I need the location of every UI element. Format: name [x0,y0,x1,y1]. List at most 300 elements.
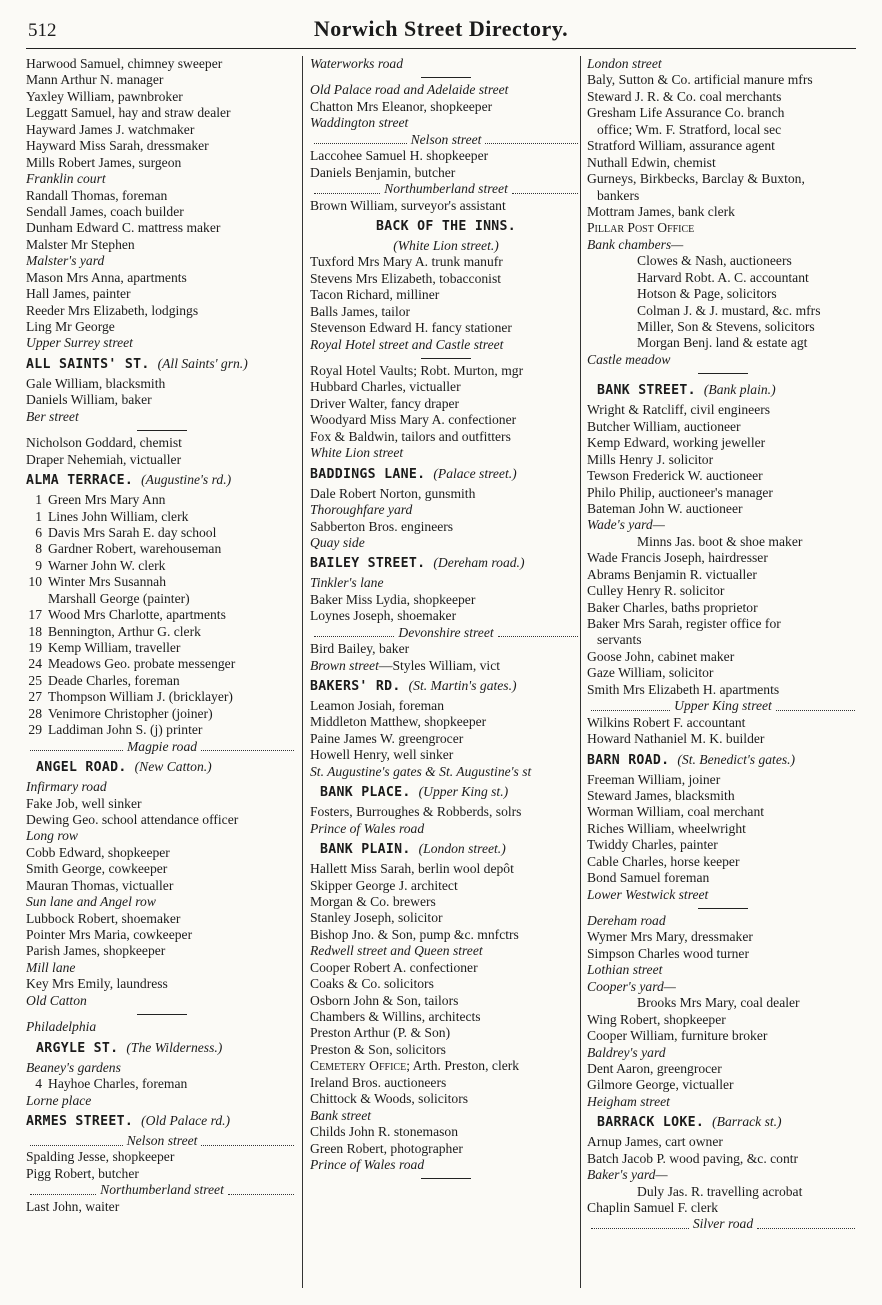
cross-street-label [26,253,298,269]
street-locality: (All Saints' grn.) [157,355,248,371]
entry-text: Howard Nathaniel M. K. builder [587,731,765,747]
directory-entry [310,304,582,320]
entry-text: Laddiman John S. (j) printer [48,722,203,738]
entry-text: Chaplin Samuel F. clerk [587,1200,719,1215]
entry-text: Pointer Mrs Maria, cowkeeper [26,927,193,942]
directory-entry [587,1200,859,1216]
directory-entry [310,1009,582,1025]
entry-text: Lothian street [587,962,663,978]
street-name: ALMA TERRACE. [26,473,134,489]
directory-entry [587,946,859,962]
house-number: 6 [35,524,42,540]
entry-text: Hotson & Page, solicitors [637,286,777,302]
dot-leader [485,135,578,144]
directory-entry [587,452,859,468]
entry-text: Last John, waiter [26,1198,120,1214]
cross-street-label [310,56,582,72]
street-locality: (St. Benedict's gates.) [677,751,796,767]
entry-text: Upper Surrey street [26,335,133,351]
entry-part: Brown street [310,657,379,673]
directory-entry [310,1058,582,1074]
dot-leader [591,1220,689,1229]
entry-text: Leamon Josiah, foreman [310,698,445,713]
directory-entry [310,486,582,502]
entry-text: Mauran Thomas, victualler [26,877,174,893]
cross-street-label [310,1157,582,1173]
entry-text: Kemp Edward, working jeweller [587,435,766,451]
cross-street-separator [26,739,298,755]
entry-text: Bank chambers— [587,236,684,252]
cross-street-name: Silver road [692,1216,754,1232]
entry-text: Long row [26,828,78,844]
entry-text: Worman William, coal merchant [587,804,765,820]
street-heading [26,472,298,492]
entry-text: Gardner Robert, warehouseman [48,541,222,557]
directory-entry [310,412,582,428]
directory-entry [587,583,859,599]
entry-text: Malster's yard [26,253,105,269]
entry-text: Mottram James, bank clerk [587,203,735,219]
cross-street-name: Devonshire street [398,624,494,640]
entry-text: Middleton Matthew, shopkeeper [310,714,487,730]
entry-text: Deade Charles, foreman [48,672,180,688]
entry-text: Gurneys, Birkbecks, Barclay & Buxton, [587,171,805,187]
directory-entry [26,812,298,828]
directory-entry [310,1025,582,1041]
street-locality: (St. Martin's gates.) [408,678,517,693]
house-number: 19 [28,640,42,655]
directory-entry [26,911,298,927]
directory-entry [310,608,582,624]
entry-text: Dale Robert Norton, gunsmith [310,485,476,501]
entry-text: Simpson Charles wood turner [587,945,749,961]
directory-entry [26,376,298,392]
directory-entry [587,1134,859,1150]
street-heading [587,752,859,772]
directory-entry [310,1042,582,1058]
cross-street-separator [310,181,582,197]
street-name: BANK STREET. [597,383,696,399]
entry-text: Marshall George (painter) [48,590,190,606]
entry-text: Bond Samuel foreman [587,870,710,886]
dot-leader [314,628,394,637]
street-locality: (Dereham road.) [433,555,525,571]
entry-text: Wright & Ratcliff, civil engineers [587,402,771,418]
entry-text: Waterworks road [310,56,404,71]
street-locality: (Barrack st.) [712,1114,782,1130]
entry-text: Brooks Mrs Mary, coal dealer [637,995,800,1011]
entry-text: Culley Henry R. solicitor [587,583,725,599]
entry-text: Randall Thomas, foreman [26,187,168,203]
entry-text: Fosters, Burroughes & Robberds, solrs [310,804,522,820]
directory-entry [587,220,859,236]
dot-leader [498,628,578,637]
entry-text: Cobb Edward, shopkeeper [26,844,170,860]
entry-text: Thompson William J. (bricklayer) [48,689,233,705]
cross-street-label [310,764,582,780]
house-number: 24 [28,656,42,672]
entry-text: Stevens Mrs Elizabeth, tobacconist [310,270,502,286]
directory-entry [587,550,859,566]
cross-street-label [310,575,582,591]
cross-street-label [26,171,298,187]
house-number: 18 [28,623,42,639]
directory-entry [26,319,298,335]
directory-entry [587,105,859,121]
entry-text: Baldrey's yard [587,1044,666,1060]
directory-entry [587,567,859,583]
cross-street-separator [26,1133,298,1149]
entry-text: Hayward Miss Sarah, dressmaker [26,138,209,154]
directory-entry [587,155,859,171]
street-locality: (Upper King st.) [418,784,509,800]
cross-street-name: Nelson street [410,131,482,147]
directory-entry [26,640,298,656]
directory-entry [310,1124,582,1140]
cross-street-label [310,115,582,131]
directory-entry [310,878,582,894]
directory-entry [310,198,582,214]
directory-entry [26,976,298,992]
entry-text: Gilmore George, victualler [587,1077,734,1093]
house-number: 1 [35,508,42,524]
directory-entry [587,89,859,105]
street-name: BANK PLACE. [320,785,411,801]
entry-text: Tacon Richard, milliner [310,287,440,303]
entry-text: Chittock & Woods, solicitors [310,1091,469,1107]
directory-entry [310,165,582,181]
street-heading [587,382,859,402]
entry-text: bankers [597,187,640,203]
street-heading [26,356,298,376]
directory-entry [26,1199,298,1215]
entry-text: Balls James, tailor [310,303,411,319]
entry-text: Lines John William, clerk [48,508,189,524]
directory-entry [26,845,298,861]
house-number: 8 [35,541,42,557]
entry-part: Cemetery Office [310,1058,407,1074]
directory-entry [26,105,298,121]
entry-text: Osborn John & Son, tailors [310,992,459,1008]
entry-text: Waddington street [310,115,409,131]
entry-text: Castle meadow [587,351,671,367]
directory-entry [310,976,582,992]
entry-text: Smith George, cowkeeper [26,861,168,877]
directory-entry [26,72,298,88]
entry-text: Old Palace road and Adelaide street [310,82,509,98]
entry-text: Daniels William, baker [26,392,152,408]
cross-street-label [26,1060,298,1076]
dot-leader [201,742,294,751]
entry-text: Infirmary road [26,779,107,795]
entry-text: Morgan Benj. land & estate agt [637,335,808,351]
entry-text: Baker Mrs Sarah, register office for [587,616,781,631]
street-heading [587,1114,859,1134]
directory-entry [587,171,859,187]
directory-entry [587,804,859,820]
entry-text: Driver Walter, fancy draper [310,395,460,411]
directory-entry [26,509,298,525]
entry-text: Steward J. R. & Co. coal merchants [587,88,782,104]
directory-entry [587,649,859,665]
entry-text: Nicholson Goddard, chemist [26,435,182,451]
street-locality: (Bank plain.) [703,382,776,398]
directory-entry [310,379,582,395]
cross-street-name: Nelson street [126,1132,198,1148]
entry-text: Ber street [26,408,79,424]
directory-entry [587,419,859,435]
entry-text: Wade's yard— [587,517,665,533]
cross-street-label [26,409,298,425]
street-name: ARMES STREET. [26,1113,134,1129]
house-number: 17 [28,607,42,623]
directory-entry [310,993,582,1009]
entry-text: Cable Charles, horse keeper [587,853,740,869]
directory-entry [26,188,298,204]
directory-entry [26,591,298,607]
street-locality: (New Catton.) [134,759,212,775]
entry-text: Philadelphia [26,1019,97,1035]
directory-entry [26,122,298,138]
entry-text: Philo Philip, auctioneer's manager [587,484,773,500]
directory-entry [587,995,859,1011]
entry-text: Stanley Joseph, solicitor [310,910,443,926]
street-heading [26,1113,298,1133]
entry-text: Fox & Baldwin, tailors and outfitters [310,428,511,444]
entry-text: Spalding Jesse, shopkeeper [26,1149,175,1165]
entry-text: Steward James, blacksmith [587,787,735,803]
entry-text: Smith Mrs Elizabeth H. apartments [587,681,780,697]
entry-text: Dereham road [587,913,666,928]
entry-text: Prince of Wales road [310,820,425,836]
cross-street-label [310,82,582,98]
street-name: ARGYLE ST. [36,1040,119,1056]
title-rule [26,48,856,49]
entry-text: Mills Henry J. solicitor [587,451,714,467]
directory-entry [26,204,298,220]
dot-leader [228,1186,294,1195]
directory-entry [587,1077,859,1093]
cross-street-label [26,1019,298,1035]
entry-text: Cooper William, furniture broker [587,1028,768,1044]
entry-text: Cooper Robert A. confectioner [310,959,478,975]
house-number: 29 [28,722,42,738]
entry-text: Kemp William, traveller [48,640,181,655]
directory-entry [26,861,298,877]
house-number: 25 [28,672,42,688]
section-divider [310,353,582,363]
entry-text: Harvard Robt. A. C. accountant [637,269,809,285]
street-name: BANK PLAIN. [320,842,411,858]
entry-text: Leggatt Samuel, hay and straw dealer [26,105,231,121]
cross-street-label [587,237,859,253]
directory-entry [26,943,298,959]
directory-entry [310,927,582,943]
house-number: 9 [35,557,42,573]
entry-text: office; Wm. F. Stratford, local sec [597,121,782,137]
directory-entry [587,335,859,351]
section-divider [310,72,582,82]
entry-text: Davis Mrs Sarah E. day school [48,524,217,540]
directory-entry [26,1166,298,1182]
entry-text: Brown William, surveyor's assistant [310,197,506,213]
entry-text: Howell Henry, well sinker [310,747,454,763]
entry-text: Bird Bailey, baker [310,641,410,657]
page-number: 512 [28,20,57,41]
directory-entry [26,1076,298,1092]
cross-street-name: Magpie road [126,738,198,754]
entry-text: Wood Mrs Charlotte, apartments [48,607,226,623]
section-divider [26,1009,298,1019]
cross-street-label [587,962,859,978]
directory-entry [587,402,859,418]
directory-entry [587,616,859,632]
entry-text: Preston & Son, solicitors [310,1041,446,1057]
directory-entry [26,607,298,623]
entry-text: Tinkler's lane [310,575,384,591]
entry-text: Sabberton Bros. engineers [310,518,454,534]
directory-entry [26,706,298,722]
directory-entry [310,1091,582,1107]
directory-entry [587,772,859,788]
directory-entry [310,287,582,303]
entry-text: Hayward James J. watchmaker [26,121,195,137]
directory-entry [587,72,859,88]
dot-leader [314,185,380,194]
entry-text: Green Mrs Mary Ann [48,492,166,508]
directory-entry [26,452,298,468]
entry-text: Key Mrs Emily, laundress [26,976,168,992]
entry-text: London street [587,56,662,71]
directory-entry [310,148,582,164]
street-locality: (Augustine's rd.) [141,472,232,488]
entry-text: Warner John W. clerk [48,557,166,573]
directory-entry [310,658,582,674]
directory-entry [26,722,298,738]
street-locality: (Palace street.) [433,465,517,481]
directory-entry [26,878,298,894]
house-number: 27 [28,689,42,705]
entry-text: Chatton Mrs Eleanor, shopkeeper [310,98,493,114]
directory-entry [26,656,298,672]
entry-text: Coaks & Co. solicitors [310,976,434,992]
dot-leader [201,1137,294,1146]
entry-text: Dent Aaron, greengrocer [587,1060,722,1076]
cross-street-label [587,1094,859,1110]
directory-entry [587,1061,859,1077]
entry-text: Gresham Life Assurance Co. branch [587,105,785,121]
directory-entry [26,270,298,286]
entry-text: Paine James W. greengrocer [310,730,464,746]
entry-text: Hayhoe Charles, foreman [48,1076,188,1092]
directory-entry [26,155,298,171]
directory-entry [310,519,582,535]
directory-entry [587,468,859,484]
page-title: Norwich Street Directory. [313,16,569,41]
directory-entry [587,854,859,870]
dot-leader [512,185,578,194]
dot-leader [30,1186,96,1195]
entry-text: (White Lion street.) [393,237,499,253]
cross-street-label [310,821,582,837]
street-name: BARN ROAD. [587,752,670,768]
cross-street-label [587,887,859,903]
directory-entry [587,286,859,302]
entry-text: Quay side [310,534,365,550]
directory-entry [26,541,298,557]
entry-text: Beaney's gardens [26,1059,121,1075]
cross-street-name: Northumberland street [384,181,508,197]
directory-entry [587,715,859,731]
directory-entry [310,592,582,608]
directory-entry [587,1012,859,1028]
directory-column-2 [310,56,582,1183]
section-divider [26,425,298,435]
entry-text: Baker Charles, baths proprietor [587,599,758,615]
directory-entry [587,270,859,286]
entry-text: Venimore Christopher (joiner) [48,705,213,721]
directory-entry [26,927,298,943]
entry-text: Lubbock Robert, shoemaker [26,910,181,926]
entry-text: Gale William, blacksmith [26,375,166,391]
cross-street-label [26,960,298,976]
entry-text: Clowes & Nash, auctioneers [637,253,792,269]
street-heading [310,466,582,486]
directory-entry [587,665,859,681]
street-name: ALL SAINTS' ST. [26,356,150,372]
cross-street-label [26,1093,298,1109]
entry-text: Lower Westwick street [587,886,709,902]
entry-text: Childs John R. stonemason [310,1124,459,1140]
street-heading [310,841,582,861]
entry-text: Woodyard Miss Mary A. confectioner [310,412,517,428]
column-divider [302,56,303,1288]
dot-leader [591,702,670,711]
entry-text: Daniels Benjamin, butcher [310,164,456,180]
entry-text: Bennington, Arthur G. clerk [48,623,201,639]
directory-entry [310,254,582,270]
entry-text: Thoroughfare yard [310,502,413,518]
directory-entry [587,731,859,747]
directory-entry [310,1141,582,1157]
directory-entry [26,574,298,590]
directory-entry [26,237,298,253]
directory-entry [26,1149,298,1165]
directory-entry [310,747,582,763]
entry-text: servants [597,632,642,648]
entry-text: Dunham Edward C. mattress maker [26,220,221,236]
directory-column-3 [587,56,859,1233]
directory-entry [587,1028,859,1044]
cross-street-label [310,535,582,551]
directory-entry [26,138,298,154]
entry-text: Bateman John W. auctioneer [587,500,743,516]
directory-entry [26,303,298,319]
directory-entry [587,534,859,550]
cross-street-label [587,1045,859,1061]
directory-entry [587,303,859,319]
entry-text: Loynes Joseph, shoemaker [310,608,457,624]
directory-entry [310,363,582,379]
cross-street-label [587,56,859,72]
cross-street-label [310,943,582,959]
cross-street-label [310,1108,582,1124]
directory-entry [310,429,582,445]
entry-text: Sendall James, coach builder [26,203,184,219]
cross-street-label [26,894,298,910]
directory-entry [310,894,582,910]
entry-text: Hallett Miss Sarah, berlin wool depôt [310,861,514,877]
